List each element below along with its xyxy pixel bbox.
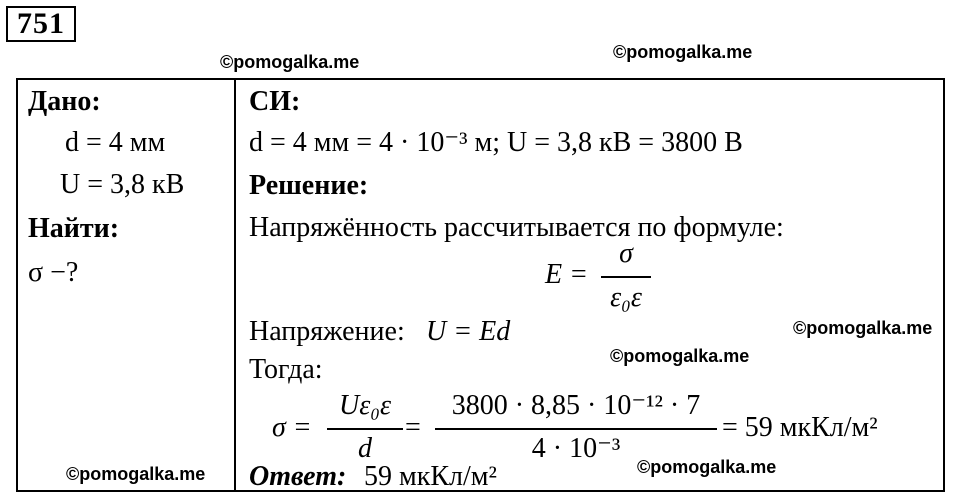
formula2-fraction-bar1 [327,428,403,430]
watermark: ©pomogalka.me [793,318,933,338]
formula1-denominator-box [600,282,652,314]
formula1-numerator: σ [619,238,633,269]
answer-label: Ответ: [249,461,347,492]
watermark: ©pomogalka.me [66,464,206,484]
si-conversion: d = 4 мм = 4 · 10⁻³ м; U = 3,8 кВ = 3800 В [249,127,743,158]
formula2-denominator2: 4 · 10⁻³ [531,433,621,464]
watermark: ©pomogalka.me [220,52,360,72]
formula2-equals: = [405,412,421,443]
answer-value: 59 мкКл/м² [364,461,497,492]
problem-number: 751 [6,6,76,42]
formula1-fraction-bar [601,276,651,278]
watermark: ©pomogalka.me [610,346,750,366]
solution-intro: Напряжённость рассчитывается по формуле: [249,212,784,243]
given-distance: d = 4 мм [65,127,166,158]
find-sigma: σ −? [28,257,79,288]
formula1-fraction [600,238,652,270]
column-divider [234,78,236,492]
formula2-lhs: σ = [272,412,312,443]
watermark: ©pomogalka.me [613,42,753,62]
formula2-denominator1: d [358,433,372,464]
find-heading: Найти: [28,213,120,244]
formula1-lhs: E = [545,259,588,290]
then-label: Тогда: [249,354,323,385]
formula2-frac1-num-box [326,390,404,422]
solution-heading: Решение: [249,170,369,201]
formula2-numerator2: 3800 · 8,85 · 10⁻¹² · 7 [451,390,701,421]
given-heading: Дано: [28,86,101,117]
voltage-formula: U = Ed [426,316,511,347]
formula2-result: = 59 мкКл/м² [722,412,878,443]
si-heading: СИ: [249,86,301,117]
voltage-label: Напряжение: [249,316,405,347]
formula1-denominator: ε₀ε [610,282,642,313]
formula2-frac2-num-box [434,390,718,422]
watermark: ©pomogalka.me [637,457,777,477]
formula2-numerator1: Uε₀ε [338,390,392,421]
given-voltage: U = 3,8 кВ [60,169,185,200]
formula2-fraction-bar2 [435,428,717,430]
